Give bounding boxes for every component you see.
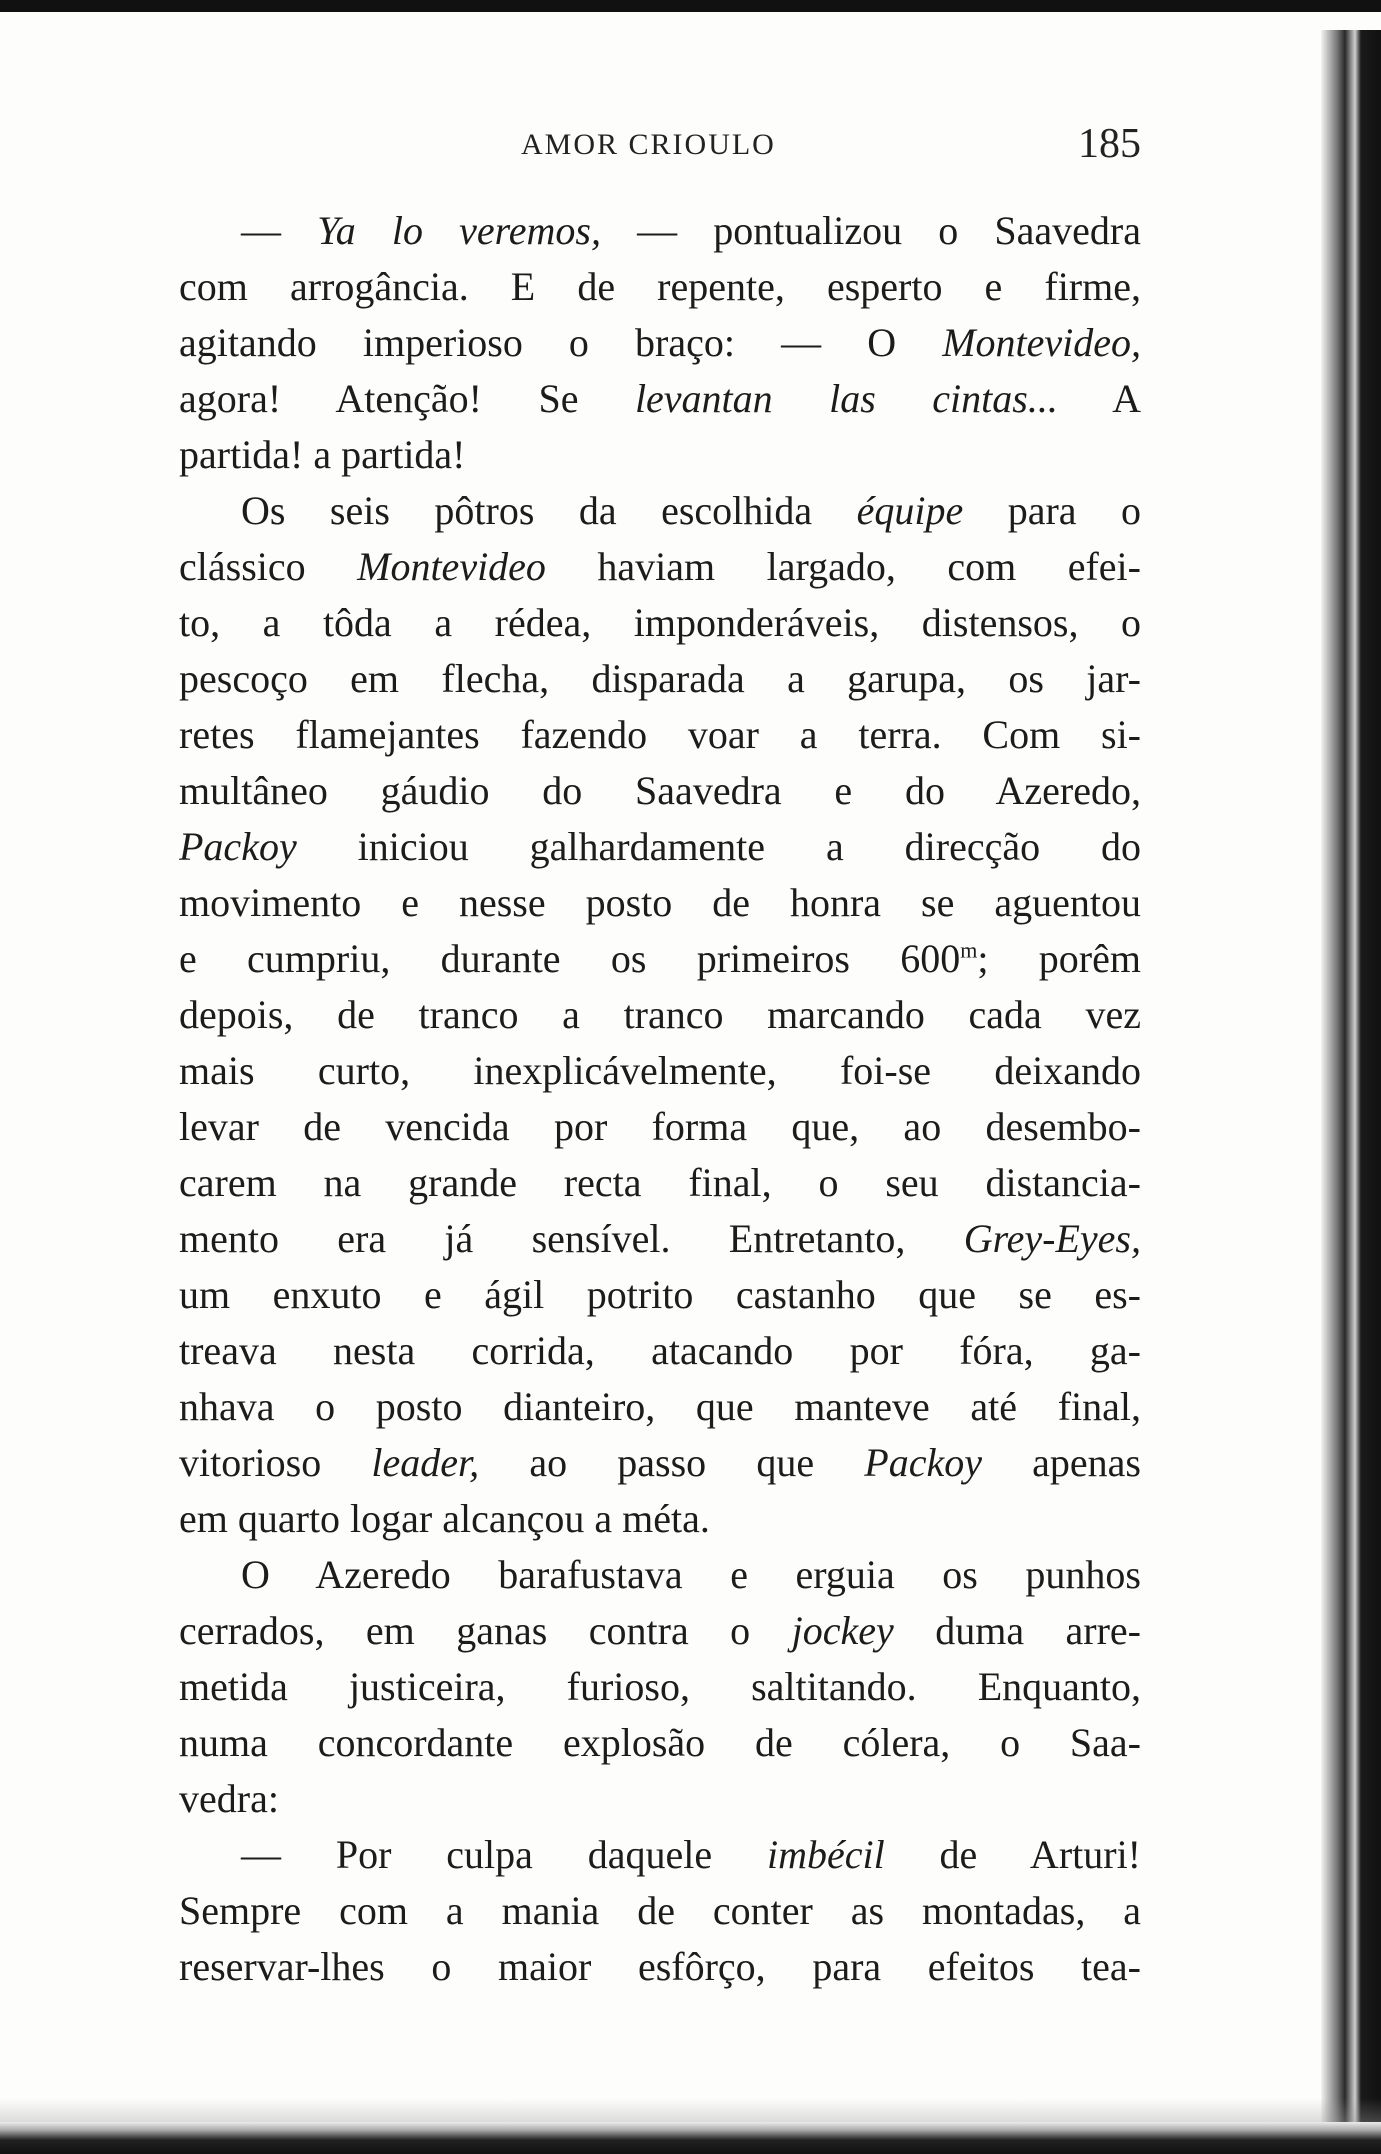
italic-text: Packoy xyxy=(179,824,297,869)
text-run: numa concordante explosão de cólera, o Saa- xyxy=(179,1720,1141,1765)
text-run: agitando imperioso o braço: — O xyxy=(179,320,943,365)
text-line xyxy=(179,875,1141,931)
text-run: agora! Atenção! Se xyxy=(179,376,635,421)
text-line xyxy=(179,595,1141,651)
text-line xyxy=(179,1043,1141,1099)
text-run: um enxuto e ágil potrito castanho que se es- xyxy=(179,1272,1141,1317)
italic-text: Grey-Eyes, xyxy=(963,1216,1141,1261)
italic-text: imbécil xyxy=(766,1832,885,1877)
text-run: to, a tôda a rédea, imponderáveis, distensos, o xyxy=(179,600,1141,645)
scan-shadow-bottom xyxy=(0,2098,1381,2122)
text-line xyxy=(179,259,1141,315)
text-line xyxy=(179,987,1141,1043)
italic-text: Montevideo xyxy=(357,544,546,589)
running-title: AMOR CRIOULO xyxy=(521,128,776,161)
book-spine-edge xyxy=(1321,30,1381,2154)
text-run: — Por culpa daquele xyxy=(241,1832,767,1877)
text-run: iniciou galhardamente a direcção do xyxy=(296,824,1141,869)
text-run: e cumpriu, durante os primeiros 600 xyxy=(179,936,961,981)
text-line xyxy=(179,819,1141,875)
text-line xyxy=(179,651,1141,707)
text-run: multâneo gáudio do Saavedra e do Azeredo, xyxy=(179,768,1141,813)
text-run: A xyxy=(1057,376,1141,421)
text-line xyxy=(179,315,1141,371)
italic-text: jockey xyxy=(791,1608,894,1653)
text-run: pescoço em flecha, disparada a garupa, os jar- xyxy=(179,656,1141,701)
text-run: ; porêm xyxy=(977,936,1141,981)
text-run: Os seis pôtros da escolhida xyxy=(241,488,857,533)
text-run: ao passo que xyxy=(479,1440,865,1485)
page-number: 185 xyxy=(1078,121,1141,167)
italic-text: leader, xyxy=(371,1440,480,1485)
text-run: duma arre- xyxy=(893,1608,1141,1653)
text-line xyxy=(179,1939,1141,1995)
text-line xyxy=(179,707,1141,763)
italic-text: Packoy xyxy=(864,1440,982,1485)
text-line xyxy=(179,371,1141,427)
text-line xyxy=(179,1715,1141,1771)
text-line xyxy=(179,427,1141,483)
text-run: mento era já sensível. Entretanto, xyxy=(179,1216,964,1261)
text-line xyxy=(179,763,1141,819)
text-run: metida justiceira, furioso, saltitando. Enquanto, xyxy=(179,1664,1141,1709)
text-run: cerrados, em ganas contra o xyxy=(179,1608,792,1653)
text-line xyxy=(179,1883,1141,1939)
text-run: levar de vencida por forma que, ao desembo- xyxy=(179,1104,1141,1149)
text-line xyxy=(179,1547,1141,1603)
text-run: treava nesta corrida, atacando por fóra, ga- xyxy=(179,1328,1141,1373)
text-run: depois, de tranco a tranco marcando cada vez xyxy=(179,992,1141,1037)
italic-text: Ya lo veremos, xyxy=(317,208,601,253)
scan-edge-top xyxy=(0,0,1381,12)
text-run: para o xyxy=(963,488,1141,533)
text-line xyxy=(179,1827,1141,1883)
text-line xyxy=(179,1323,1141,1379)
text-run: retes flamejantes fazendo voar a terra. Com si- xyxy=(179,712,1141,757)
text-run: carem na grande recta final, o seu distancia- xyxy=(179,1160,1141,1205)
text-run: nhava o posto dianteiro, que manteve até final, xyxy=(179,1384,1141,1429)
text-line xyxy=(179,203,1141,259)
text-line xyxy=(179,1491,1141,1547)
text-line xyxy=(179,539,1141,595)
text-line xyxy=(179,1771,1141,1827)
text-line xyxy=(179,1155,1141,1211)
text-line xyxy=(179,1211,1141,1267)
text-run: — xyxy=(241,208,318,253)
text-line xyxy=(179,483,1141,539)
text-run: apenas xyxy=(981,1440,1141,1485)
text-run: com arrogância. E de repente, esperto e firme, xyxy=(179,264,1141,309)
text-line xyxy=(179,1379,1141,1435)
text-run: de Arturi! xyxy=(884,1832,1141,1877)
text-run: vitorioso xyxy=(179,1440,372,1485)
text-line xyxy=(179,1659,1141,1715)
text-run: reservar-lhes o maior esfôrço, para efeitos tea- xyxy=(179,1944,1141,1989)
text-run: clássico xyxy=(179,544,358,589)
italic-text: levantan las cintas... xyxy=(634,376,1058,421)
text-run: em quarto logar alcançou a méta. xyxy=(179,1496,710,1541)
text-run: partida! a partida! xyxy=(179,432,466,477)
text-run: vedra: xyxy=(179,1776,279,1821)
body-text xyxy=(179,203,1141,1995)
text-run: mais curto, inexplicávelmente, foi-se deixando xyxy=(179,1048,1141,1093)
text-run: Sempre com a mania de conter as montadas, a xyxy=(179,1888,1141,1933)
text-run: movimento e nesse posto de honra se aguentou xyxy=(179,880,1141,925)
text-line xyxy=(179,1099,1141,1155)
italic-text: équipe xyxy=(856,488,964,533)
text-run: haviam largado, com efei- xyxy=(545,544,1141,589)
text-line xyxy=(179,1267,1141,1323)
text-run: O Azeredo barafustava e erguia os punhos xyxy=(241,1552,1141,1597)
text-line xyxy=(179,931,1141,987)
page-header xyxy=(181,116,1141,176)
text-line xyxy=(179,1603,1141,1659)
text-line xyxy=(179,1435,1141,1491)
italic-text: Montevideo, xyxy=(942,320,1141,365)
scan-edge-bottom xyxy=(0,2122,1381,2154)
superscript-unit: m xyxy=(960,937,978,963)
text-run: — pontualizou o Saavedra xyxy=(600,208,1141,253)
